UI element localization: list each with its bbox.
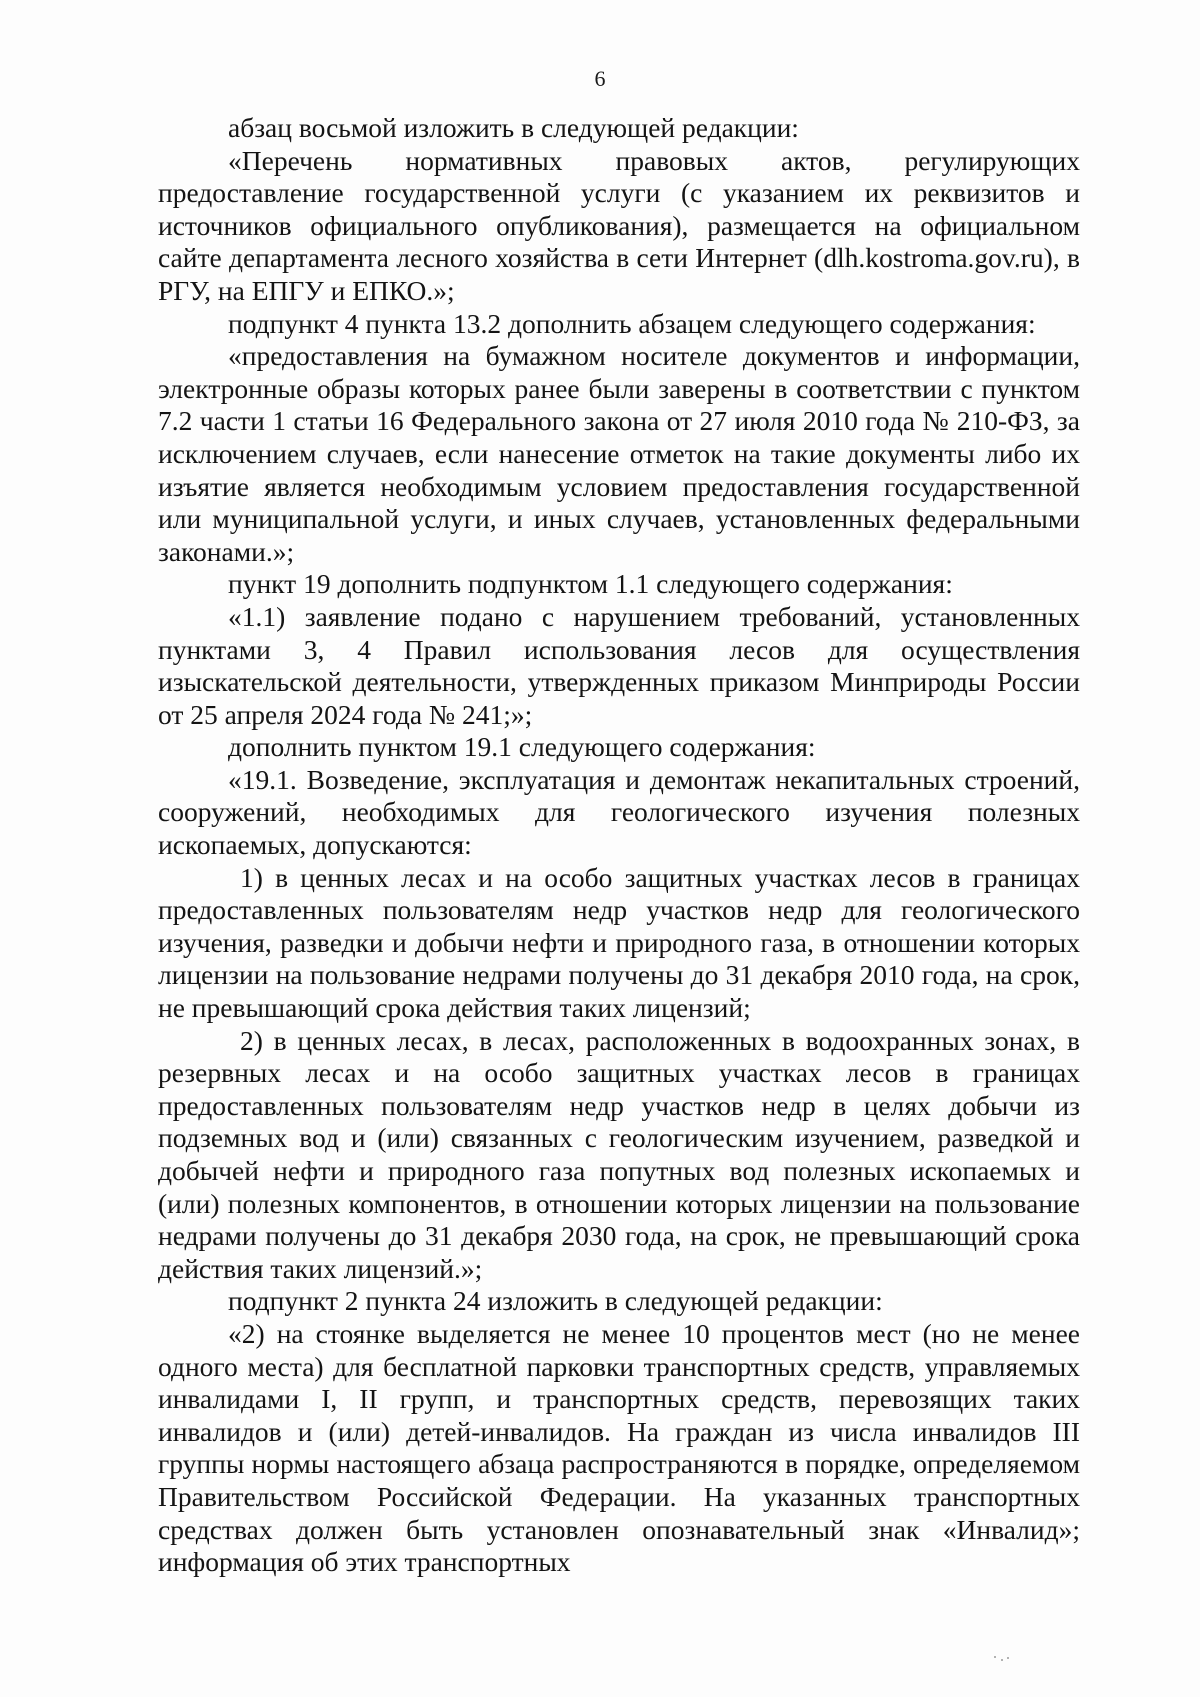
paragraph-6: «1.1) заявление подано с нарушением требований, установленных пунктами 3, 4 Правил использования лесов для осуществления изыскательской деятельности, утвержденных приказом Минприроды России от 25 апреля 2024 года № 241;»; bbox=[158, 600, 1080, 730]
paragraph-5: пункт 19 дополнить подпунктом 1.1 следующего содержания: bbox=[228, 568, 953, 600]
paragraph-4: «предоставления на бумажном носителе документов и информации, электронные образы которых ранее были заверены в соответствии с пунктом 7.2 части 1 статьи 16 Федерального закона от 27 июля 2010 года № 210-ФЗ, за исключением случаев, если нанесение отметок на такие документы либо их изъятие является необходимым условием предоставления государственной или муниципальной услуги, и иных случаев, установленных федеральными законами.»; bbox=[158, 340, 1080, 567]
document-body bbox=[158, 112, 1080, 1579]
paragraph-8: «19.1. Возведение, эксплуатация и демонтаж некапитальных строений, сооружений, необходимых для геологического изучения полезных ископаемых, допускаются: bbox=[158, 763, 1080, 861]
paragraph-9: 1) в ценных лесах и на особо защитных участках лесов в границах предоставленных пользователям недр участков недр для геологического изучения, разведки и добычи нефти и природного газа, в отношении которых лицензии на пользование недрами получены до 31 декабря 2010 года, на срок, не превышающий срока действия таких лицензий; bbox=[158, 861, 1080, 1024]
paragraph-12: «2) на стоянке выделяется не менее 10 процентов мест (но не менее одного места) для бесплатной парковки транспортных средств, управляемых инвалидами I, II групп, и транспортных средств, перевозящих таких инвалидов и (или) детей-инвалидов. На граждан из числа инвалидов III группы нормы настоящего абзаца распространяются в порядке, определяемом Правительством Российской Федерации. На указанных транспортных средствах должен быть установлен опознавательный знак «Инвалид»; информация об этих транспортных bbox=[158, 1317, 1080, 1578]
paragraph-11: подпункт 2 пункта 24 изложить в следующей редакции: bbox=[228, 1285, 883, 1317]
paragraph-3: подпункт 4 пункта 13.2 дополнить абзацем следующего содержания: bbox=[228, 307, 1036, 339]
scan-speck-marks bbox=[994, 1656, 1010, 1662]
paragraph-1: абзац восьмой изложить в следующей редакции: bbox=[228, 112, 799, 143]
paragraph-2: «Перечень нормативных правовых актов, регулирующих предоставление государственной услуги (с указанием их реквизитов и источников официального опубликования), размещается на официальном сайте департамента лесного хозяйства в сети Интернет (dlh.kostroma.gov.ru), в РГУ, на ЕПГУ и ЕПКО.»; bbox=[158, 144, 1080, 306]
page-number: 6 bbox=[594, 66, 606, 91]
paragraph-10: 2) в ценных лесах, в лесах, расположенных в водоохранных зонах, в резервных лесах и на особо защитных участках лесов в границах предоставленных пользователям недр участков недр в целях добычи из подземных вод и (или) связанных с геологическим изучением, разведкой и добычей нефти и природного газа попутных вод полезных ископаемых и (или) полезных компонентов, в отношении которых лицензии на пользование недрами получены до 31 декабря 2030 года, на срок, не превышающий срока действия таких лицензий.»; bbox=[158, 1024, 1080, 1284]
paragraph-7: дополнить пунктом 19.1 следующего содержания: bbox=[228, 731, 816, 763]
